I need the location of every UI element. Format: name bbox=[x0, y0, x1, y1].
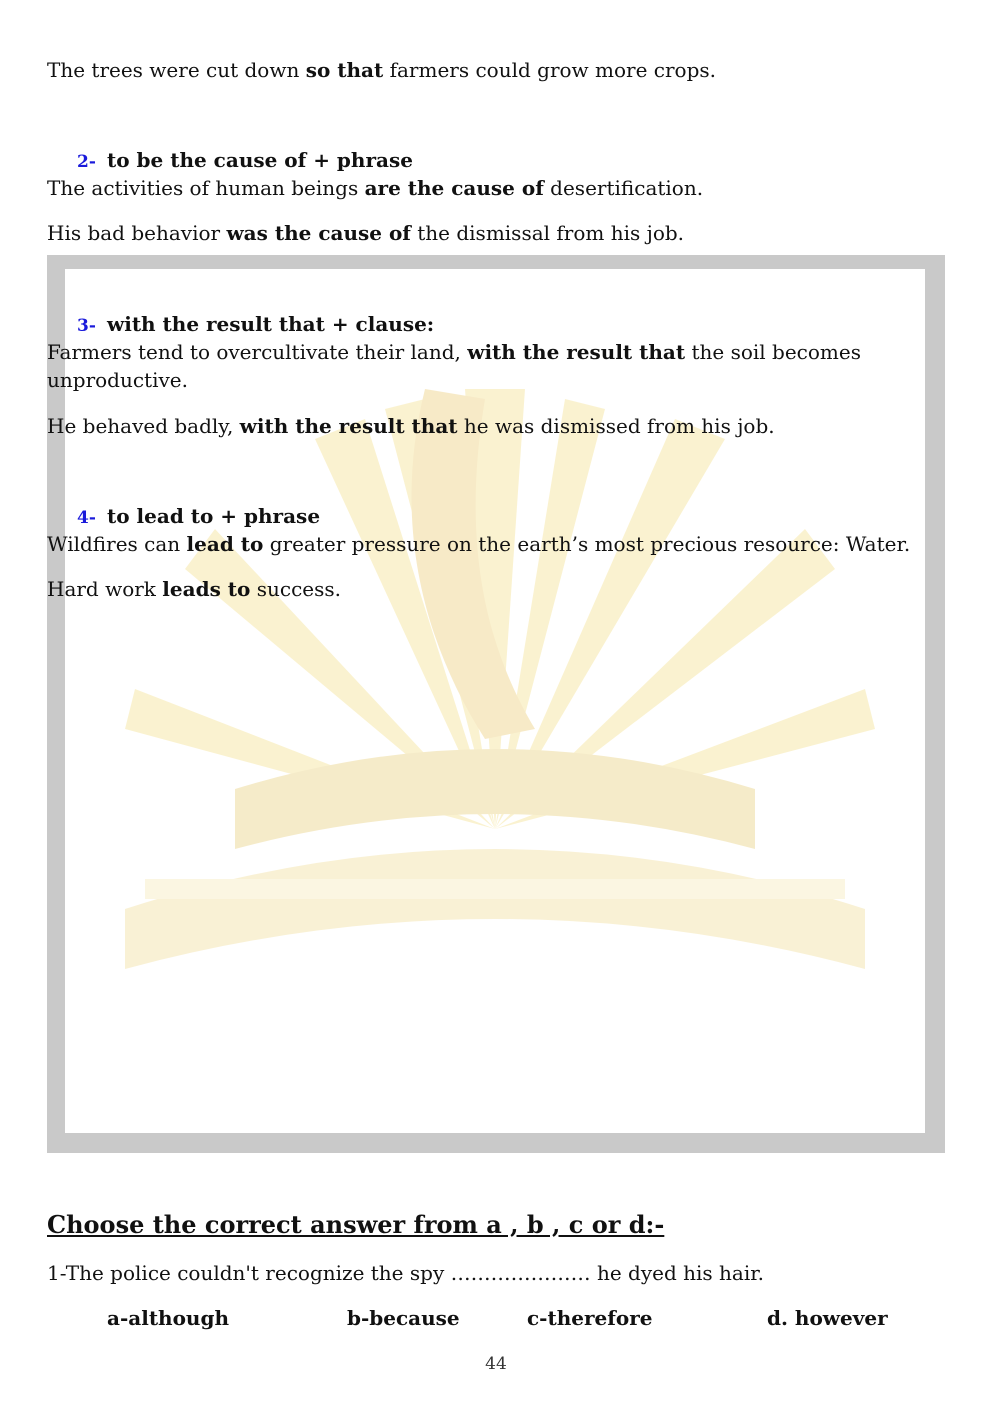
section-2-example-2: His bad behavior was the cause of the dismissal from his job. bbox=[47, 221, 685, 245]
section-4-example-2: Hard work leads to success. bbox=[47, 577, 341, 601]
section-3-example-1: Farmers tend to overcultivate their land, with the result that the soil becomes bbox=[47, 340, 861, 364]
option-d: d. however bbox=[767, 1306, 888, 1330]
option-c: c-therefore bbox=[527, 1306, 653, 1330]
option-a: a-although bbox=[107, 1306, 230, 1330]
exercise-question-1: 1-The police couldn't recognize the spy ………………… he dyed his hair. bbox=[47, 1261, 764, 1285]
section-3-example-2: He behaved badly, with the result that he was dismissed from his job. bbox=[47, 414, 775, 438]
section-3-example-1-cont: unproductive. bbox=[47, 368, 188, 392]
section-4-example-1: Wildfires can lead to greater pressure on the earth’s most precious resource: Water. bbox=[47, 532, 911, 556]
exercise-title: Choose the correct answer from a , b , c or d:- bbox=[47, 1210, 665, 1239]
option-b: b-because bbox=[347, 1306, 460, 1330]
section-3-heading: 3- with the result that + clause: bbox=[77, 312, 435, 336]
section-2-example-1: The activities of human beings are the cause of desertification. bbox=[47, 176, 704, 200]
section-2-heading: 2- to be the cause of + phrase bbox=[77, 148, 413, 172]
page-number: 44 bbox=[485, 1354, 507, 1374]
section-4-heading: 4- to lead to + phrase bbox=[77, 504, 321, 528]
intro-example: The trees were cut down so that farmers could grow more crops. bbox=[47, 58, 717, 82]
